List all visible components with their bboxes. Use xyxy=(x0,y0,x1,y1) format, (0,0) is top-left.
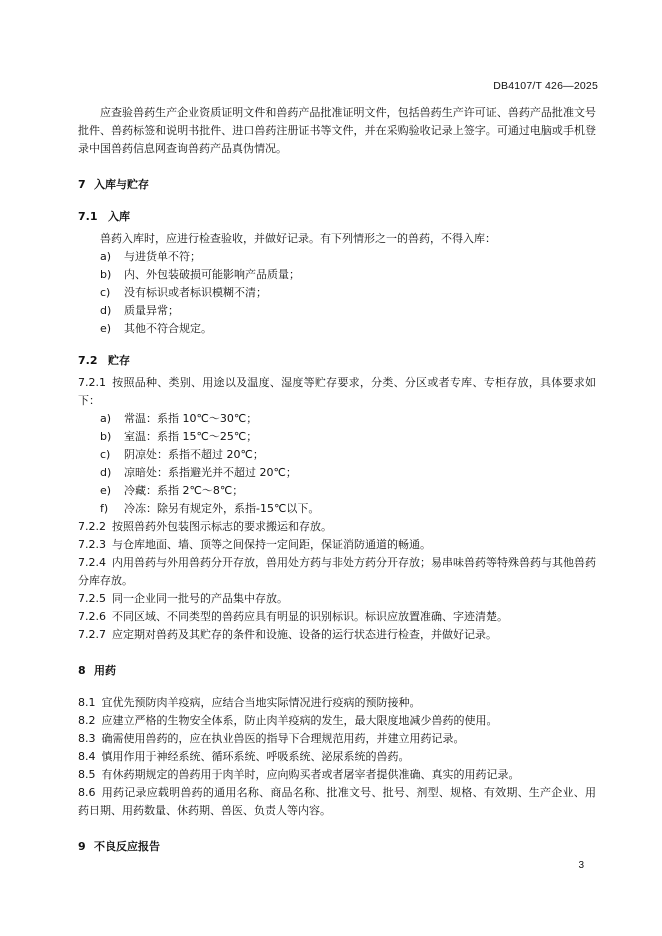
list-marker: a) xyxy=(100,412,112,425)
clause-number: 7.2.1 xyxy=(78,376,106,389)
clause-number: 7.2.2 xyxy=(78,520,106,533)
chapter-number: 7 xyxy=(78,178,86,191)
clause-number: 8.6 xyxy=(78,786,96,799)
list-marker: d) xyxy=(100,304,112,317)
clause-number: 8.1 xyxy=(78,696,96,709)
clause-text: 应定期对兽药及其贮存的条件和设施、设备的运行状态进行检查，并做好记录。 xyxy=(112,628,497,641)
clause-text: 确需使用兽药的，应在执业兽医的指导下合理规范用药，并建立用药记录。 xyxy=(101,732,465,745)
clause-text: 内用兽药与外用兽药分开存放，兽用处方药与非处方药分开存放；易串味兽药等特殊兽药与其他兽药分库存放。 xyxy=(78,556,596,587)
list-item-text: 质量异常； xyxy=(124,304,179,317)
list-item-text: 室温：系指 15℃～25℃； xyxy=(124,430,258,443)
clause-number: 7.2.5 xyxy=(78,592,106,605)
list-item xyxy=(78,428,596,446)
section-7-1-lead: 兽药入库时，应进行检查验收，并做好记录。有下列情形之一的兽药，不得入库： xyxy=(100,232,496,245)
chapter-8-heading xyxy=(78,662,596,680)
list-item xyxy=(78,248,596,266)
clause-text: 应建立严格的生物安全体系，防止肉羊疫病的发生，最大限度地减少兽药的使用。 xyxy=(101,714,498,727)
clause-7-2-5 xyxy=(78,590,596,608)
clause-8-4 xyxy=(78,748,596,766)
list-item-text: 其他不符合规定。 xyxy=(124,322,212,335)
list-item xyxy=(78,266,596,284)
page-body xyxy=(78,104,596,856)
clause-text: 不同区域、不同类型的兽药应具有明显的识别标识。标识应放置准确、字迹清楚。 xyxy=(112,610,508,623)
list-item-text: 凉暗处：系指避光并不超过 20℃； xyxy=(124,466,297,479)
clause-text: 有休药期规定的兽药用于肉羊时，应向购买者或者屠宰者提供准确、真实的用药记录。 xyxy=(101,768,520,781)
clause-text: 与仓库地面、墙、顶等之间保持一定间距，保证消防通道的畅通。 xyxy=(112,538,431,551)
list-item-text: 与进货单不符； xyxy=(124,250,201,263)
clause-number: 8.2 xyxy=(78,714,96,727)
clause-text: 慎用作用于神经系统、循环系统、呼吸系统、泌尿系统的兽药。 xyxy=(101,750,410,763)
list-item-text: 冷冻：除另有规定外，系指-15℃以下。 xyxy=(124,502,320,515)
list-item xyxy=(78,284,596,302)
clause-number: 7.2.6 xyxy=(78,610,106,623)
list-item-text: 内、外包装破损可能影响产品质量； xyxy=(124,268,300,281)
list-marker: a) xyxy=(100,250,112,263)
chapter-7-heading xyxy=(78,176,596,194)
list-marker: c) xyxy=(100,286,111,299)
chapter-number: 8 xyxy=(78,664,86,677)
chapter-title: 入库与贮存 xyxy=(94,178,149,191)
list-marker: e) xyxy=(100,322,112,335)
list-marker: f) xyxy=(100,502,109,515)
clause-7-2-6 xyxy=(78,608,596,626)
chapter-title: 用药 xyxy=(94,664,116,677)
list-item xyxy=(78,410,596,428)
list-marker: b) xyxy=(100,430,112,443)
clause-text: 用药记录应载明兽药的通用名称、商品名称、批准文号、批号、剂型、规格、有效期、生产企业、用药日期、用药数量、休药期、兽医、负责人等内容。 xyxy=(78,786,596,817)
clause-7-2-7 xyxy=(78,626,596,644)
section-title: 入库 xyxy=(108,210,130,223)
clause-number: 7.2.4 xyxy=(78,556,106,569)
section-title: 贮存 xyxy=(108,354,130,367)
page-number: 3 xyxy=(578,860,584,871)
list-marker: e) xyxy=(100,484,112,497)
list-marker: d) xyxy=(100,466,112,479)
chapter-number: 9 xyxy=(78,840,86,853)
section-number: 7.1 xyxy=(78,210,98,223)
list-item xyxy=(78,464,596,482)
intro-paragraph: 应查验兽药生产企业资质证明文件和兽药产品批准证明文件，包括兽药生产许可证、兽药产品批准文号批件、兽药标签和说明书批件、进口兽药注册证书等文件，并在采购验收记录上签字。可通过电脑或手机登录中国兽药信息网查询兽药产品真伪情况。 xyxy=(78,106,596,155)
clause-number: 7.2.3 xyxy=(78,538,106,551)
clause-text: 同一企业同一批号的产品集中存放。 xyxy=(112,592,288,605)
list-item-text: 没有标识或者标识模糊不清； xyxy=(124,286,267,299)
list-item xyxy=(78,320,596,338)
clause-7-2-4 xyxy=(78,554,596,590)
list-item xyxy=(78,446,596,464)
clause-7-2-1 xyxy=(78,374,596,410)
list-marker: c) xyxy=(100,448,111,461)
list-item-text: 阴凉处：系指不超过 20℃； xyxy=(124,448,264,461)
list-item xyxy=(78,482,596,500)
clause-8-5 xyxy=(78,766,596,784)
clause-number: 8.5 xyxy=(78,768,96,781)
document-code: DB4107/T 426—2025 xyxy=(493,80,598,92)
chapter-title: 不良反应报告 xyxy=(94,840,160,853)
inbound-rejection-list xyxy=(78,248,596,338)
list-item xyxy=(78,500,596,518)
list-item-text: 冷藏：系指 2℃～8℃； xyxy=(124,484,244,497)
clause-8-6 xyxy=(78,784,596,820)
section-7-2-heading xyxy=(78,352,596,370)
clause-number: 8.3 xyxy=(78,732,96,745)
clause-7-2-2 xyxy=(78,518,596,536)
clause-number: 8.4 xyxy=(78,750,96,763)
list-item xyxy=(78,302,596,320)
clause-text: 按照品种、类别、用途以及温度、湿度等贮存要求，分类、分区或者专库、专柜存放，具体要求如下： xyxy=(78,376,596,407)
section-7-1-heading xyxy=(78,208,596,226)
list-marker: b) xyxy=(100,268,112,281)
clause-8-2 xyxy=(78,712,596,730)
clause-text: 按照兽药外包装图示标志的要求搬运和存放。 xyxy=(112,520,332,533)
clause-text: 宜优先预防肉羊疫病，应结合当地实际情况进行疫病的预防接种。 xyxy=(101,696,421,709)
storage-temperature-list xyxy=(78,410,596,518)
list-item-text: 常温：系指 10℃～30℃； xyxy=(124,412,258,425)
clause-8-1 xyxy=(78,694,596,712)
clause-7-2-3 xyxy=(78,536,596,554)
clause-8-3 xyxy=(78,730,596,748)
clause-number: 7.2.7 xyxy=(78,628,106,641)
section-number: 7.2 xyxy=(78,354,98,367)
chapter-9-heading xyxy=(78,838,596,856)
